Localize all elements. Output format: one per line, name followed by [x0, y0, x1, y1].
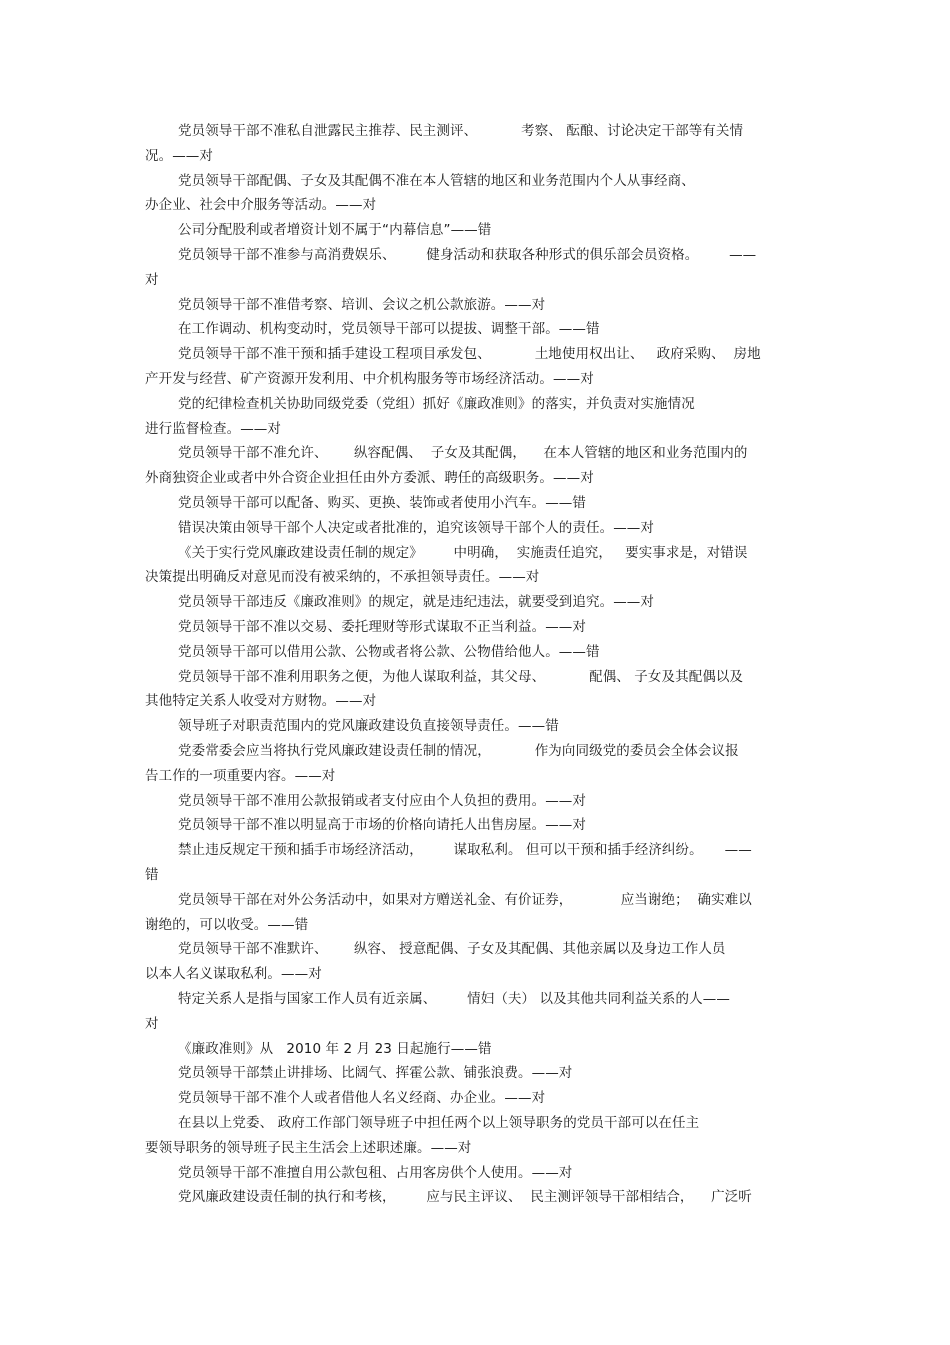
paragraph-line: 党风廉政建设责任制的执行和考核， 应与民主评议、 民主测评领导干部相结合， 广泛听	[178, 1189, 752, 1206]
paragraph-line: 党员领导干部不准默许、 纵容、 授意配偶、子女及其配偶、其他亲属以及身边工作人员	[178, 941, 726, 958]
paragraph-line: 错误决策由领导干部个人决定或者批准的，追究该领导干部个人的责任。——对	[178, 519, 654, 536]
paragraph-line: 党员领导干部不准借考察、培训、会议之机公款旅游。——对	[178, 296, 546, 313]
paragraph-continuation-line: 告工作的一项重要内容。——对	[145, 767, 336, 784]
paragraph-continuation-line: 对	[145, 1015, 159, 1032]
paragraph-line: 党员领导干部不准利用职务之便，为他人谋取利益，其父母、 配偶、 子女及其配偶以及	[178, 668, 744, 685]
paragraph-continuation-line: 产开发与经营、矿产资源开发利用、中介机构服务等市场经济活动。——对	[145, 371, 594, 387]
paragraph-line: 党员领导干部不准参与高消费娱乐、 健身活动和获取各种形式的俱乐部会员资格。 ——	[178, 247, 757, 263]
paragraph-line: 在县以上党委、 政府工作部门领导班子中担任两个以上领导职务的党员干部可以在任主	[178, 1115, 700, 1131]
paragraph-line: 在工作调动、机构变动时，党员领导干部可以提拔、调整干部。——错	[178, 321, 600, 338]
paragraph-continuation-line: 对	[145, 271, 159, 288]
paragraph-continuation-line: 外商独资企业或者中外合资企业担任由外方委派、聘任的高级职务。——对	[145, 470, 594, 487]
paragraph-continuation-line: 进行监督检查。——对	[145, 420, 281, 437]
paragraph-line: 特定关系人是指与国家工作人员有近亲属、 情妇（夫） 以及其他共同利益关系的人——	[178, 991, 730, 1007]
paragraph-line: 《关于实行党风廉政建设责任制的规定》 中明确， 实施责任追究， 要实事求是，对错误	[178, 544, 748, 561]
paragraph-line: 党员领导干部在对外公务活动中，如果对方赠送礼金、有价证券， 应当谢绝； 确实难以	[178, 891, 752, 908]
paragraph-line: 党委常委会应当将执行党风廉政建设责任制的情况， 作为向同级党的委员会全体会议报	[178, 743, 739, 759]
paragraph-line: 党员领导干部禁止讲排场、比阔气、挥霍公款、铺张浪费。——对	[178, 1065, 573, 1082]
paragraph-line: 党员领导干部违反《廉政准则》的规定，就是违纪违法，就要受到追究。——对	[178, 594, 654, 611]
paragraph-continuation-line: 要领导职务的领导班子民主生活会上述职述廉。——对	[145, 1139, 472, 1156]
paragraph-continuation-line: 办企业、社会中介服务等活动。——对	[145, 197, 377, 214]
paragraph-line: 党员领导干部不准以交易、委托理财等形式谋取不正当利益。——对	[178, 619, 586, 635]
paragraph-line: 党员领导干部不准以明显高于市场的价格向请托人出售房屋。——对	[178, 817, 586, 834]
paragraph-line: 党员领导干部不准允许、 纵容配偶、 子女及其配偶， 在本人管辖的地区和业务范围内的	[178, 445, 748, 462]
paragraph-line: 党的纪律检查机关协助同级党委（党组）抓好《廉政准则》的落实，并负责对实施情况	[178, 395, 695, 412]
paragraph-continuation-line: 况。——对	[145, 147, 213, 164]
paragraph-continuation-line: 决策提出明确反对意见而没有被采纳的，不承担领导责任。——对	[145, 569, 540, 586]
paragraph-line: 党员领导干部不准私自泄露民主推荐、民主测评、 考察、 酝酿、讨论决定干部等有关情	[178, 123, 744, 139]
paragraph-continuation-line: 其他特定关系人收受对方财物。——对	[145, 693, 377, 710]
paragraph-line: 党员领导干部可以配备、购买、更换、装饰或者使用小汽车。——错	[178, 495, 586, 511]
paragraph-line: 党员领导干部可以借用公款、公物或者将公款、公物借给他人。——错	[178, 643, 600, 660]
paragraph-line: 党员领导干部不准个人或者借他人名义经商、办企业。——对	[178, 1090, 546, 1107]
paragraph-line: 党员领导干部不准擅自用公款包租、占用客房供个人使用。——对	[178, 1164, 573, 1181]
paragraph-line: 《廉政准则》从 2010 年 2 月 23 日起施行——错	[178, 1040, 492, 1057]
paragraph-line: 党员领导干部配偶、子女及其配偶不准在本人管辖的地区和业务范围内个人从事经商、	[178, 172, 695, 189]
paragraph-line: 党员领导干部不准干预和插手建设工程项目承发包、 土地使用权出让、 政府采购、 房地	[178, 346, 761, 363]
paragraph-line: 党员领导干部不准用公款报销或者支付应由个人负担的费用。——对	[178, 792, 586, 809]
paragraph-continuation-line: 错	[145, 867, 159, 883]
paragraph-continuation-line: 谢绝的，可以收受。——错	[145, 916, 309, 933]
paragraph-line: 公司分配股利或者增资计划不属于“内幕信息”——错	[178, 222, 492, 239]
paragraph-continuation-line: 以本人名义谋取私利。——对	[145, 966, 322, 983]
paragraph-line: 禁止违反规定干预和插手市场经济活动， 谋取私利。 但可以干预和插手经济纠纷。 ——	[178, 842, 752, 859]
paragraph-line: 领导班子对职责范围内的党风廉政建设负直接领导责任。——错	[178, 718, 559, 735]
